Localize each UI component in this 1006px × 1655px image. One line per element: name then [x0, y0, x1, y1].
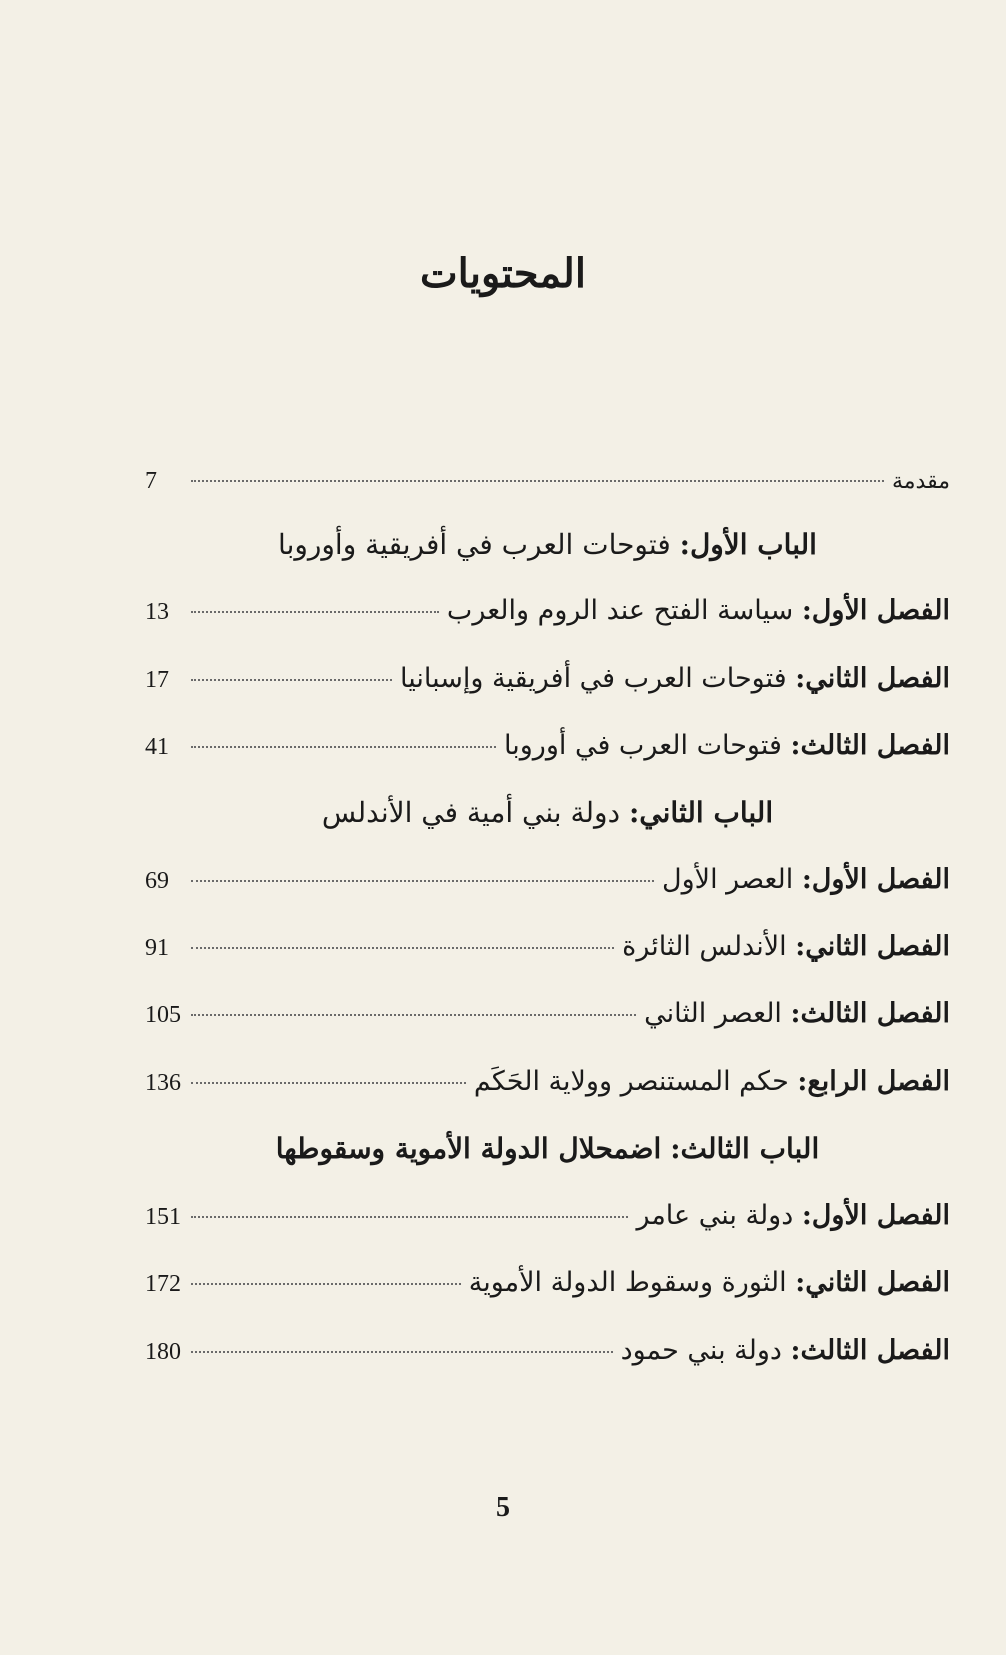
toc-part-heading — [145, 528, 950, 561]
toc-entry-label — [400, 663, 950, 694]
dot-leader — [191, 947, 614, 949]
dot-leader — [191, 611, 439, 613]
page-title: المحتويات — [420, 250, 586, 297]
part-heading: الباب الثاني: — [628, 796, 774, 829]
toc-page-number: 136 — [145, 1070, 181, 1096]
part-title: فتوحات العرب في أفريقية وأوروبا — [278, 528, 671, 561]
toc-page-number: 69 — [145, 868, 169, 894]
chapter-heading: الفصل الأول: — [801, 1200, 950, 1231]
toc-entry-label — [621, 1335, 950, 1366]
chapter-heading: الفصل الرابع: — [797, 1066, 950, 1097]
toc-entry-label — [474, 1066, 950, 1097]
chapter-heading: الفصل الثالث: — [790, 730, 950, 761]
dot-leader — [191, 1283, 461, 1285]
toc-page-number: 180 — [145, 1339, 181, 1365]
toc-entry — [145, 998, 950, 1038]
toc-page-number: 7 — [145, 468, 157, 494]
toc-entry-label — [636, 1200, 950, 1231]
toc-entry — [145, 595, 950, 635]
part-heading: الباب الأول: — [679, 528, 817, 561]
toc-page-number: 17 — [145, 667, 169, 693]
chapter-heading: الفصل الأول: — [801, 864, 950, 895]
toc-entry-label: مقدمة — [891, 469, 950, 494]
chapter-heading: الفصل الثاني: — [795, 663, 950, 694]
chapter-title: دولة بني حمود — [620, 1335, 782, 1366]
chapter-title: العصر الأول — [662, 864, 794, 895]
toc-entry-label — [469, 1267, 950, 1298]
toc-entry-label — [662, 864, 950, 895]
toc-page-number: 91 — [145, 935, 169, 961]
chapter-title: سياسة الفتح عند الروم والعرب — [446, 595, 794, 626]
part-title: دولة بني أمية في الأندلس — [321, 796, 621, 829]
toc-entry — [145, 931, 950, 971]
toc-part-heading — [145, 796, 950, 829]
toc-entry-label — [622, 931, 950, 962]
chapter-title: الثورة وسقوط الدولة الأموية — [468, 1267, 787, 1298]
chapter-title: فتوحات العرب في أوروبا — [504, 730, 782, 761]
part-heading: الباب الثالث: — [670, 1132, 820, 1165]
toc-entry — [145, 1066, 950, 1106]
toc-page-number: 105 — [145, 1002, 181, 1028]
toc-entry — [145, 663, 950, 703]
toc-entry-label — [644, 998, 950, 1029]
dot-leader — [191, 746, 496, 748]
page-number: 5 — [496, 1492, 510, 1523]
chapter-title: فتوحات العرب في أفريقية وإسبانيا — [399, 663, 787, 694]
dot-leader — [191, 880, 654, 882]
toc-entry — [145, 1267, 950, 1307]
toc-entry — [145, 864, 950, 904]
dot-leader — [191, 480, 884, 482]
chapter-title: حكم المستنصر وولاية الحَكَم — [473, 1066, 789, 1097]
chapter-heading: الفصل الثاني: — [795, 1267, 950, 1298]
dot-leader — [191, 1351, 613, 1353]
toc-entry-intro — [145, 468, 950, 508]
chapter-title: دولة بني عامر — [636, 1200, 794, 1231]
toc-part-heading — [145, 1132, 950, 1165]
toc-entry — [145, 1200, 950, 1240]
toc-page-number: 151 — [145, 1204, 181, 1230]
dot-leader — [191, 1216, 628, 1218]
toc-page-number: 13 — [145, 599, 169, 625]
toc-entry — [145, 1335, 950, 1375]
dot-leader — [191, 1014, 636, 1016]
toc-entry-label — [504, 730, 950, 761]
chapter-title: العصر الثاني — [644, 998, 782, 1029]
toc-page-number: 172 — [145, 1271, 181, 1297]
toc-entry — [145, 730, 950, 770]
part-title: اضمحلال الدولة الأموية وسقوطها — [275, 1132, 662, 1165]
toc-entry-label — [447, 595, 950, 626]
chapter-heading: الفصل الثالث: — [790, 1335, 950, 1366]
chapter-heading: الفصل الثالث: — [790, 998, 950, 1029]
chapter-heading: الفصل الأول: — [801, 595, 950, 626]
chapter-heading: الفصل الثاني: — [795, 931, 950, 962]
toc-page-number: 41 — [145, 734, 169, 760]
chapter-title: الأندلس الثائرة — [622, 931, 787, 962]
dot-leader — [191, 1082, 466, 1084]
dot-leader — [191, 679, 392, 681]
